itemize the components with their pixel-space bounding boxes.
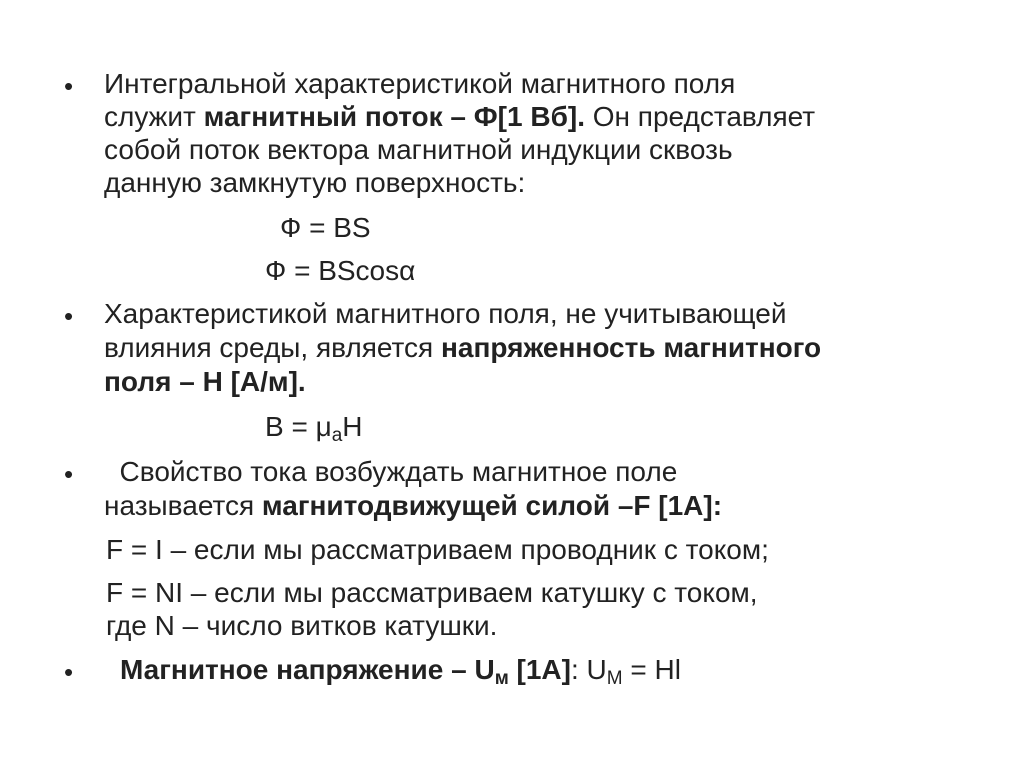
- bullet-1: •: [64, 71, 74, 101]
- mmf-term: магнитодвижущей силой –F [1А]:: [261, 490, 723, 521]
- magnetic-voltage-term: [120, 654, 571, 689]
- p3-line-1: Свойство тока возбуждать магнитное поле: [104, 456, 678, 487]
- formula-induction: [265, 411, 363, 446]
- p4-sub: M: [606, 668, 623, 689]
- p3-line-2: [104, 490, 722, 522]
- bullet-2: •: [64, 301, 74, 331]
- p1-line-3: собой поток вектора магнитной индукции сквозь: [104, 134, 733, 165]
- formula-induction-sub: a: [331, 425, 343, 446]
- field-strength-term-cont: поля – Н [А/м].: [104, 366, 306, 397]
- magnetic-flux-term: магнитный поток – Ф[1 Вб].: [203, 101, 585, 132]
- p3-line-2-pre: называется: [104, 490, 262, 521]
- p1-line-4: данную замкнутую поверхность:: [104, 167, 526, 198]
- p2-line-2: [104, 332, 821, 364]
- p1-line-1: Интегральной характеристикой магнитного поля: [104, 68, 736, 99]
- p2-line-1: Характеристикой магнитного поля, не учитывающей: [104, 298, 787, 329]
- p4-bold-post: [1А]: [508, 654, 571, 685]
- formula-induction-pre: B = μ: [265, 411, 332, 442]
- p2-line-3: [104, 366, 306, 398]
- bullet-4: •: [64, 657, 74, 687]
- p4-bold-sub: м: [494, 668, 509, 689]
- p3-line-3: F = I – если мы рассматриваем проводник с током;: [106, 534, 769, 565]
- p1-line-2: [104, 101, 815, 133]
- formula-flux-1: Ф = BS: [280, 212, 371, 243]
- p4-post: = Hl: [622, 654, 681, 685]
- formula-flux-2: Ф = BScosα: [265, 255, 416, 286]
- p3-line-5: где N – число витков катушки.: [106, 610, 498, 641]
- bullet-3: •: [64, 459, 74, 489]
- p4-colon: : U: [570, 654, 607, 685]
- formula-induction-post: H: [342, 411, 363, 442]
- p4-bold-pre: Магнитное напряжение – U: [120, 654, 495, 685]
- field-strength-term: напряженность магнитного: [440, 332, 822, 363]
- p4-line-1: [120, 654, 681, 689]
- p3-line-4: F = NI – если мы рассматриваем катушку с током,: [106, 577, 758, 608]
- p1-line-2-post: Он представляет: [584, 101, 816, 132]
- p2-line-2-pre: влияния среды, является: [104, 332, 441, 363]
- p1-line-2-pre: служит: [104, 101, 204, 132]
